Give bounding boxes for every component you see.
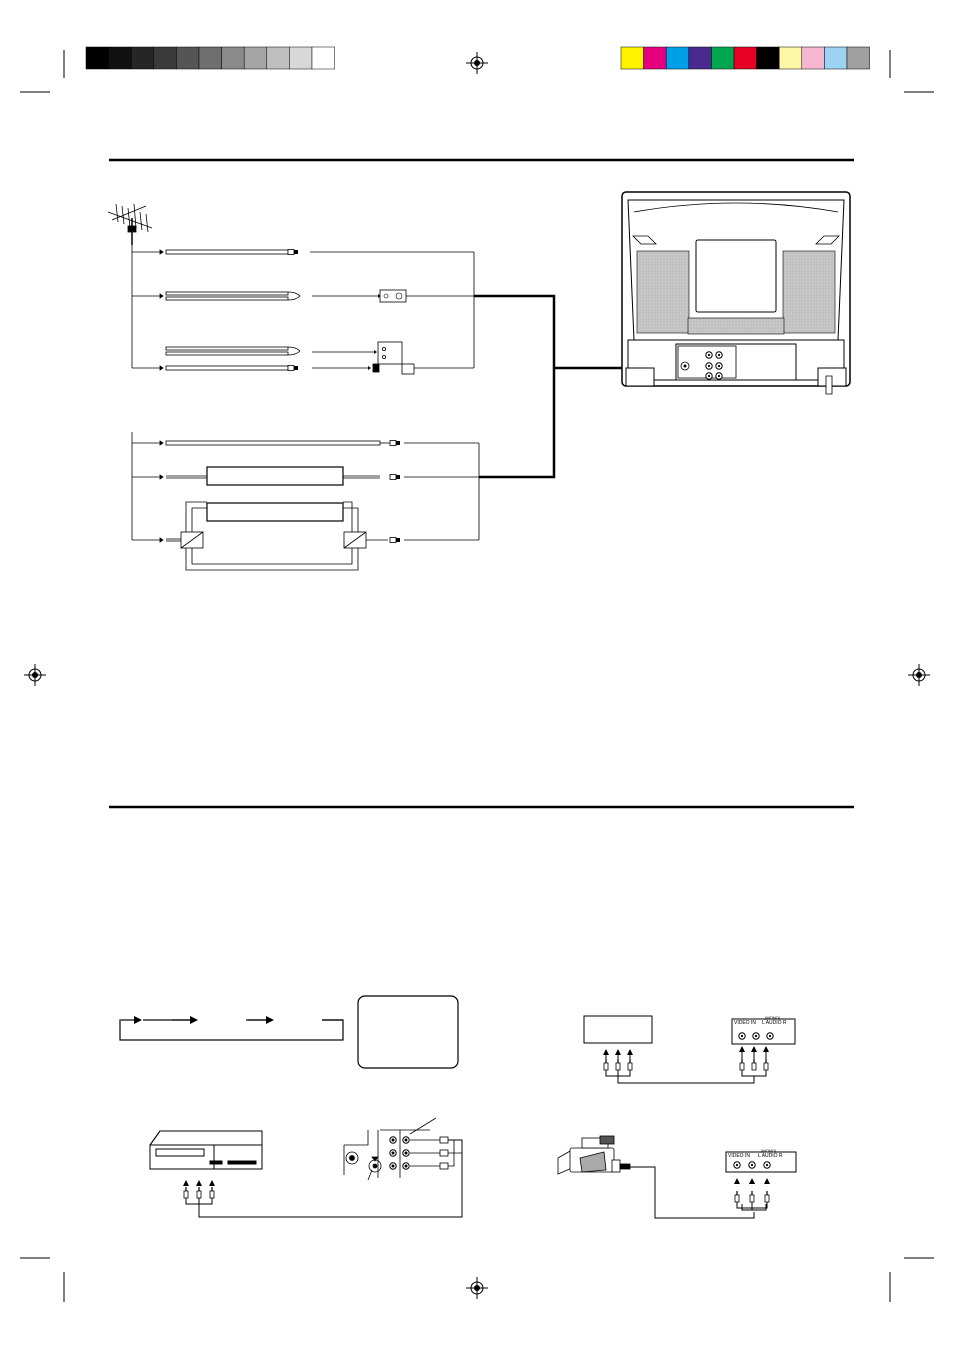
cable-tv-direct-line <box>166 441 400 446</box>
color-swatch <box>734 47 757 69</box>
color-swatch <box>689 47 712 69</box>
grayscale-swatch <box>312 47 335 69</box>
registration-mark-icon <box>908 664 930 686</box>
color-swatch <box>621 47 644 69</box>
color-swatch <box>847 47 870 69</box>
twin-lead-300ohm-second <box>166 347 300 355</box>
av-input-panel-bottom <box>726 1152 796 1210</box>
antenna-icon <box>108 204 152 245</box>
input-select-flow <box>120 1016 343 1040</box>
splitter-bypass-loop <box>166 502 388 570</box>
camcorder-cable <box>630 1167 766 1218</box>
grayscale-swatch <box>244 47 267 69</box>
matching-transformer-icon <box>380 290 406 302</box>
tv-screen-display <box>358 996 458 1068</box>
video-in-label-bottom: VIDEO IN <box>728 1153 750 1159</box>
tv-front-rca-plugs <box>440 1137 462 1169</box>
av-input-panel-top <box>732 1019 795 1070</box>
cable-box-line <box>166 467 400 485</box>
grayscale-calibration-bar <box>86 47 335 69</box>
mono-label-top: (MONO) <box>765 1015 781 1020</box>
grayscale-swatch <box>176 47 199 69</box>
vcr-icon <box>150 1131 262 1169</box>
color-swatch <box>802 47 825 69</box>
grayscale-swatch <box>86 47 109 69</box>
grayscale-swatch <box>131 47 154 69</box>
grayscale-swatch <box>289 47 312 69</box>
audio-label-bottom: L AUDIO R <box>758 1153 783 1159</box>
color-calibration-bar <box>621 47 870 69</box>
grayscale-swatch <box>267 47 290 69</box>
cable-converter-box-second <box>207 503 343 521</box>
tv-front-jack-panel <box>344 1118 440 1180</box>
color-swatch <box>666 47 689 69</box>
registration-mark-icon <box>24 664 46 686</box>
color-swatch <box>711 47 734 69</box>
coax-cable-75ohm <box>166 250 298 255</box>
grayscale-swatch <box>222 47 245 69</box>
audio-label-top: L AUDIO R <box>762 1020 787 1026</box>
source-device-box <box>584 1016 652 1043</box>
coax-cable-second <box>166 366 298 371</box>
color-swatch <box>779 47 802 69</box>
antenna-feed-lines <box>132 245 163 542</box>
camcorder-icon <box>558 1136 630 1174</box>
color-swatch <box>757 47 780 69</box>
twin-lead-300ohm <box>166 292 300 300</box>
video-in-label-top: VIDEO IN <box>734 1020 756 1026</box>
color-swatch <box>824 47 847 69</box>
ub-combiner-icon <box>373 342 414 374</box>
color-swatch <box>644 47 667 69</box>
grayscale-swatch <box>109 47 132 69</box>
grayscale-swatch <box>154 47 177 69</box>
mono-label-bottom: (MONO) <box>761 1148 777 1153</box>
grayscale-swatch <box>199 47 222 69</box>
cable-converter-box <box>207 467 343 485</box>
registration-mark-icon <box>466 1277 488 1299</box>
tv-rear-icon <box>622 192 850 394</box>
registration-mark-icon <box>466 52 488 74</box>
